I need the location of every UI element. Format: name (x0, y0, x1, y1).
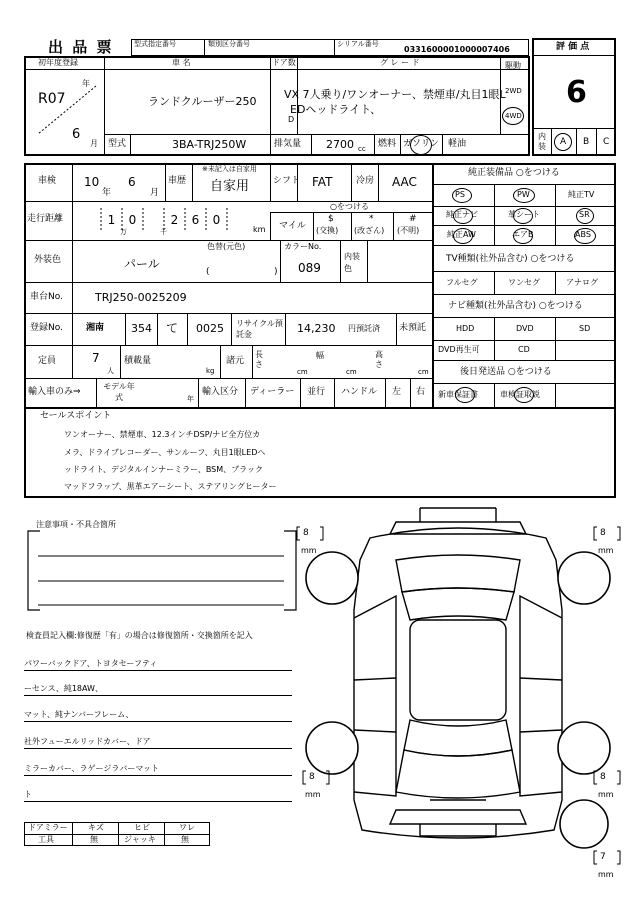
reg-region: 湘南 (86, 323, 105, 333)
month-suffix: 月 (90, 139, 98, 148)
mileage-digit: 2 (170, 213, 179, 227)
inspector-header: 検査員記入欄:修復歴「有」の場合は修復箇所・交換箇所を記入 (26, 631, 253, 640)
mileage-sen: 千 (160, 228, 167, 236)
sales-point-line: ッドライト、デジタルインナーミラー、BSM、ブラック (64, 465, 264, 474)
tv-title: TV種類(社外品含む) ○をつける (446, 254, 575, 264)
mileage-man: 万 (120, 228, 127, 236)
grade-value-line2: EDヘッドライト、 (290, 103, 382, 116)
tools-cell: ジャッキ (124, 835, 156, 844)
tire-depth-unit: mm (305, 790, 321, 799)
drive-label: 駆動 (505, 61, 521, 70)
interior-grade-b: B (583, 137, 590, 147)
door-d: D (288, 115, 295, 124)
tire-depth-value: 8 (303, 528, 309, 538)
mileage-digit: 6 (191, 213, 200, 227)
opt-tamper: (改ざん) (354, 226, 385, 235)
inspector-note-line: ミラーカバー、ラゲージラバーマット (24, 765, 292, 776)
tools-cell: 無 (90, 835, 98, 844)
inspector-note-line: ト (24, 791, 292, 802)
model-label: 型式 (108, 139, 127, 149)
notes-title: 注意事項・不具合箇所 (36, 520, 116, 529)
tools-cell: 無 (181, 835, 189, 844)
later-warranty: 新車保証書 (438, 390, 478, 399)
circle-mark (455, 387, 475, 403)
shaken-year: 10 (84, 175, 100, 189)
shift-value: FAT (312, 175, 333, 189)
import-parallel: 並行 (307, 387, 326, 397)
load-unit: kg (206, 367, 215, 375)
interior-grade-a: A (560, 137, 567, 147)
color-no-value: 089 (298, 261, 321, 275)
shaken-month-suffix: 月 (150, 188, 160, 198)
tire-depth-unit: mm (598, 790, 614, 799)
equip-pw: PW (517, 190, 530, 199)
tv-oneseg: ワンセグ (508, 278, 540, 287)
navi-sd: SD (579, 324, 591, 333)
fuel-light-oil: 軽油 (448, 139, 467, 149)
navi-dvd: DVD (516, 324, 534, 333)
reg-kana: て (166, 321, 179, 335)
equip-sr: SR (579, 210, 590, 219)
navi-title: ナビ種類(社外品含む) ○をつける (448, 301, 583, 311)
mileage-mark-note: ○をつける (330, 202, 369, 211)
equip-aw: 純正AW (447, 230, 476, 239)
tire-depth-value: 8 (600, 772, 606, 782)
recycle-amount: 14,230 (297, 322, 336, 335)
exterior-color-label: 外装色 (34, 255, 62, 265)
mileage-digit: 1 (107, 213, 116, 227)
shaken-label: 車検 (38, 176, 57, 186)
navi-hdd: HDD (456, 324, 475, 333)
circle-mark (410, 135, 432, 155)
fuel-label: 燃料 (378, 139, 397, 149)
score-value: 6 (566, 75, 587, 110)
inspector-note-line: ーセンス、純18AW、 (24, 685, 292, 696)
tools-header: ドアミラー (28, 823, 68, 832)
equip-navi: 純正ナビ (446, 210, 478, 219)
opt-unknown-symbol: # (409, 214, 417, 224)
sales-point-line: ワンオーナー、禁煙車、12.3インチDSP/ナビ全方位カ (64, 430, 261, 439)
capacity-unit: 人 (107, 367, 114, 375)
opt-exchange: (交換) (316, 226, 339, 235)
length-label: 長さ (255, 350, 263, 369)
year-suffix: 年 (82, 79, 90, 88)
drive-4wd: 4WD (505, 112, 522, 120)
navi-cd: CD (518, 345, 530, 354)
width-unit: cm (346, 368, 357, 376)
reg-class-no: 354 (131, 322, 152, 335)
circle-mark (576, 208, 594, 224)
drive-2wd: 2WD (505, 87, 522, 95)
handle-label: ハンドル (341, 387, 378, 397)
tv-analog: アナログ (566, 278, 598, 287)
tools-header: キズ (88, 823, 104, 832)
dims-label: 諸元 (226, 356, 245, 366)
displacement-label: 排気量 (274, 139, 302, 149)
paren-open: ( (206, 267, 210, 277)
tools-header: ワレ (179, 823, 195, 832)
opt-tamper-symbol: * (369, 214, 374, 224)
interior-grade-c: C (603, 137, 610, 147)
equip-ps: PS (455, 190, 465, 199)
grade-value: VX 7人乗り/ワンオーナー、禁煙車/丸目1眼L (284, 88, 506, 101)
import-type-label: 輸入区分 (202, 387, 239, 397)
opt-unknown: (不明) (397, 226, 420, 235)
car-name-value: ランドクルーザー250 (148, 95, 257, 108)
chassis-value: TRJ250-0025209 (95, 291, 187, 304)
ac-value: AAC (392, 175, 417, 189)
circle-mark (502, 107, 524, 125)
height-unit: cm (418, 368, 429, 376)
history-note: ※未記入は自家用 (202, 165, 257, 173)
inspector-note-line: 社外フューエルリッドカバー、ドア (24, 738, 292, 749)
capacity-label: 定員 (38, 356, 57, 366)
interior-color-label: 内装色 (344, 252, 360, 273)
exterior-color-value: パール (124, 257, 160, 271)
mileage-digit: 0 (212, 213, 221, 227)
first-reg-label: 初年度登録 (38, 58, 78, 67)
model-value: 3BA-TRJ250W (172, 138, 247, 151)
shaken-month: 6 (128, 175, 136, 189)
first-reg-year: R07 (38, 91, 66, 107)
tv-fullseg: フルセグ (446, 278, 478, 287)
fuel-gasoline: ガソリン (403, 139, 440, 149)
circle-mark (574, 228, 596, 244)
grade-label: グ レ ー ド (380, 58, 420, 67)
color-sub-label: 色替(元色) (207, 242, 246, 251)
model-year-unit: 年 (187, 395, 194, 403)
score-label: 評 価 点 (556, 42, 590, 52)
sales-point-line: マッドフラップ、黒革エアーシート、ステアリングヒーター (64, 482, 277, 491)
shaken-year-suffix: 年 (102, 188, 112, 198)
color-no-label: カラーNo. (284, 242, 322, 251)
tire-depth-unit: mm (598, 870, 614, 879)
tire-depth-value: 8 (309, 772, 315, 782)
equip-tv: 純正TV (568, 190, 595, 199)
handle-left: 左 (392, 387, 402, 397)
later-title: 後日発送品 ○をつける (460, 367, 552, 377)
dvd-playable: DVD再生可 (438, 345, 480, 354)
circle-mark (452, 188, 472, 203)
reg-number: 0025 (196, 322, 224, 335)
first-reg-month: 6 (72, 127, 81, 142)
diagonal-slash (34, 79, 100, 138)
notes-area (22, 526, 302, 616)
door-label: ドア数 (272, 58, 296, 67)
opt-exchange-symbol: $ (328, 214, 334, 224)
capacity-value: 7 (92, 351, 100, 365)
equip-airbag: エアB (512, 230, 534, 239)
tire-depth-value: 7 (600, 852, 606, 862)
history-value: 自家用 (210, 179, 250, 194)
model-year-label: モデル年式 (103, 382, 135, 402)
model-designation-label: 型式指定番号 (134, 40, 176, 48)
mileage-mile: マイル (279, 221, 306, 231)
later-manual: 車検証取説 (500, 390, 540, 399)
unpaid-label: 未預託 (399, 323, 427, 333)
mileage-digit: 0 (128, 213, 137, 227)
tire-depth-unit: mm (598, 546, 614, 555)
shift-label: シフト (273, 176, 301, 186)
recycle-label: リサイクル預託金 (236, 319, 283, 339)
equip-leather: 革シート (508, 210, 540, 219)
reg-no-label: 登録No. (30, 323, 63, 333)
form-title: 出 品 票 (48, 38, 114, 56)
tire-depth-unit: mm (301, 546, 317, 555)
width-label: 幅 (316, 351, 324, 360)
tire-depth-value: 8 (600, 528, 606, 538)
circle-mark (513, 208, 533, 224)
import-dealer: ディーラー (250, 387, 295, 397)
paren-close: ) (274, 267, 278, 277)
history-label: 車歴 (168, 176, 187, 186)
load-label: 積載量 (124, 356, 152, 366)
handle-right: 右 (416, 387, 426, 397)
length-unit: cm (297, 368, 308, 376)
category-label: 類別区分番号 (208, 40, 250, 48)
serial-number: 0331600001000007406 (404, 45, 510, 54)
equipment-title: 純正装備品 ○をつける (468, 168, 560, 178)
serial-label: シリアル番号 (337, 40, 379, 48)
recycle-unit: 円預託済 (348, 324, 380, 333)
circle-mark (453, 208, 473, 224)
car-name-label: 車 名 (172, 58, 191, 67)
equip-abs: ABS (575, 230, 591, 239)
circle-mark (554, 133, 572, 151)
ac-label: 冷房 (356, 176, 375, 186)
import-label: 輸入車のみ⇒ (28, 387, 81, 397)
displacement-value: 2700 (326, 138, 354, 151)
tire-brackets (296, 526, 626, 886)
interior-label: 内装 (538, 132, 546, 151)
circle-mark (513, 188, 535, 203)
sales-point-line: メラ、ドライブレコーダー、サンルーフ、丸目1眼LEDヘ (64, 448, 266, 457)
mileage-label: 走行距離 (27, 214, 64, 224)
inspector-note-line: パワーバックドア、トヨタセーフティ (24, 660, 292, 671)
circle-mark (453, 228, 473, 244)
inspector-note-line: マット、純ナンバーフレーム、 (24, 711, 292, 722)
mileage-unit: km (253, 225, 266, 234)
chassis-label: 車台No. (30, 292, 63, 302)
circle-mark (514, 387, 534, 403)
sales-points-title: セールスポイント (40, 411, 112, 421)
circle-mark (513, 228, 533, 244)
tools-header: ヒビ (134, 823, 150, 832)
height-label: 高さ (375, 350, 383, 369)
tools-cell: 工具 (38, 835, 54, 844)
displacement-unit: cc (358, 145, 366, 153)
